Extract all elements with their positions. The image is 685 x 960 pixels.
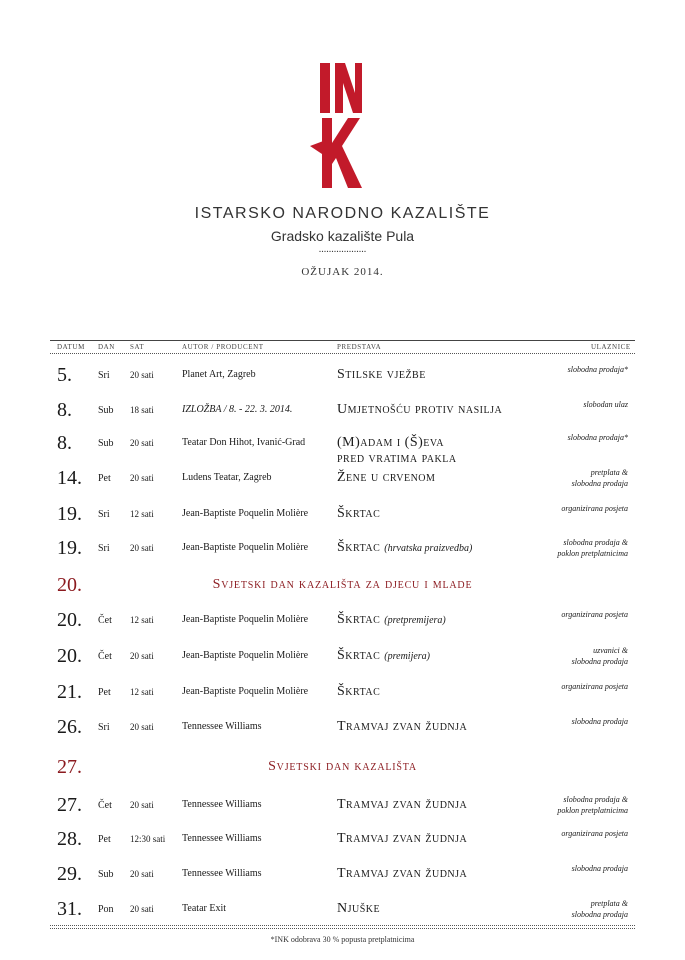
row-tickets-line-1: organizirana posjeta (561, 682, 628, 691)
row-show (337, 402, 502, 418)
row-time: 20 sati (130, 438, 154, 448)
row-show-title: Tramvaj zvan žudnja (337, 719, 468, 734)
row-date: 26. (57, 716, 82, 738)
row-tickets (518, 681, 628, 692)
row-tickets-line-2: poklon pretplatnicima (557, 549, 628, 558)
table-bottom-rule (50, 925, 635, 926)
row-day: Pet (98, 834, 111, 845)
row-tickets (518, 716, 628, 727)
row-author: Jean-Baptiste Poquelin Molière (182, 650, 309, 661)
row-time: 12 sati (130, 687, 154, 697)
row-day: Sub (98, 869, 114, 880)
row-author: Jean-Baptiste Poquelin Molière (182, 508, 309, 519)
row-day: Sub (98, 438, 114, 449)
row-tickets-line-1: slobodna prodaja & (563, 795, 628, 804)
table-row (0, 499, 685, 529)
row-day: Sri (98, 543, 110, 554)
table-row (0, 824, 685, 854)
row-date: 21. (57, 681, 82, 703)
table-header (0, 343, 685, 353)
row-day: Čet (98, 615, 112, 626)
row-author: Tennessee Williams (182, 868, 262, 879)
row-time: 12:30 sati (130, 834, 166, 844)
table-row (0, 790, 685, 820)
row-tickets-line-1: organizirana posjeta (561, 829, 628, 838)
table-row (0, 894, 685, 924)
row-author: IZLOŽBA / 8. - 22. 3. 2014. (182, 404, 293, 415)
row-date: 19. (57, 537, 82, 559)
row-time: 12 sati (130, 509, 154, 519)
month-title: OŽUJAK 2014. (301, 266, 384, 278)
row-date: 31. (57, 898, 82, 920)
row-tickets-line-2: slobodna prodaja (571, 910, 628, 919)
row-date: 27. (57, 794, 82, 816)
row-show (337, 540, 472, 557)
row-show-title: Žene u crvenom (337, 470, 436, 485)
row-author: Jean-Baptiste Poquelin Molière (182, 542, 309, 553)
row-date: 8. (57, 399, 72, 421)
table-row (0, 533, 685, 563)
row-tickets-line-1: slobodna prodaja* (567, 433, 628, 442)
theatre-name: ISTARSKO NARODNO KAZALIŠTE (194, 205, 491, 222)
row-show (337, 367, 426, 383)
row-author: Tennessee Williams (182, 833, 262, 844)
row-date: 20. (57, 645, 82, 667)
row-tickets (518, 503, 628, 514)
row-show-note: (hrvatska praizvedba) (384, 543, 473, 554)
row-tickets-line-2: poklon pretplatnicima (557, 806, 628, 815)
row-show (337, 797, 467, 813)
row-show-title: Tramvaj zvan žudnja (337, 797, 468, 812)
row-show-note: (pretpremijera) (384, 615, 446, 626)
table-top-rule (50, 340, 635, 341)
row-tickets-line-1: slobodna prodaja & (563, 538, 628, 547)
row-tickets (518, 863, 628, 874)
col-day: DAN (98, 343, 115, 351)
row-tickets-line-1: uzvanici & (593, 646, 628, 655)
row-author: Tennessee Williams (182, 721, 262, 732)
row-tickets (518, 399, 628, 410)
row-tickets (518, 364, 628, 375)
col-author: AUTOR / PRODUCENT (182, 343, 264, 351)
row-show-title: Škrtac (337, 648, 381, 663)
footnote: *INK odobrava 30 % popusta pretplatnicima (270, 935, 415, 944)
theatre-subtitle: Gradsko kazalište Pula (270, 228, 415, 244)
row-tickets (518, 609, 628, 620)
row-show (337, 719, 467, 735)
row-time: 18 sati (130, 405, 154, 415)
row-tickets-line-1: pretplata & (590, 468, 628, 477)
row-tickets (518, 467, 628, 489)
row-time: 20 sati (130, 800, 154, 810)
row-time: 12 sati (130, 615, 154, 625)
row-show-title: (M)adam i (Š)eva (337, 435, 445, 450)
row-time: 20 sati (130, 722, 154, 732)
row-tickets-line-1: pretplata & (590, 899, 628, 908)
row-author: Ludens Teatar, Zagreb (182, 472, 272, 483)
row-show (337, 831, 467, 847)
row-show (337, 470, 435, 486)
row-day: Pon (98, 904, 114, 915)
row-show-title: Škrtac (337, 506, 381, 521)
row-day: Sub (98, 405, 114, 416)
dotted-divider: ................... (318, 244, 367, 255)
table-row (0, 859, 685, 889)
col-tickets: ULAZNICE (591, 343, 631, 351)
row-author: Jean-Baptiste Poquelin Molière (182, 686, 309, 697)
col-date: DATUM (57, 343, 85, 351)
row-tickets (518, 432, 628, 443)
ink-logo (300, 58, 380, 193)
row-day: Sri (98, 509, 110, 520)
row-show-title: Škrtac (337, 612, 381, 627)
row-date: 19. (57, 503, 82, 525)
row-time: 20 sati (130, 651, 154, 661)
row-tickets (518, 794, 628, 816)
row-day: Čet (98, 800, 112, 811)
col-time: SAT (130, 343, 145, 351)
row-show (337, 866, 467, 882)
row-tickets (518, 537, 628, 559)
row-date: 29. (57, 863, 82, 885)
row-author: Planet Art, Zagreb (182, 369, 256, 380)
row-show-title: Tramvaj zvan žudnja (337, 866, 468, 881)
row-time: 20 sati (130, 904, 154, 914)
special-date: 27. (57, 756, 82, 778)
row-time: 20 sati (130, 543, 154, 553)
table-row (0, 395, 685, 425)
row-tickets-line-1: slobodna prodaja (571, 717, 628, 726)
row-day: Sri (98, 722, 110, 733)
row-time: 20 sati (130, 869, 154, 879)
special-title: Svjetski dan kazališta (268, 759, 417, 774)
row-tickets (518, 898, 628, 920)
row-author: Teatar Exit (182, 903, 226, 914)
row-author: Jean-Baptiste Poquelin Molière (182, 614, 309, 625)
row-day: Čet (98, 651, 112, 662)
row-show-title: Stilske vježbe (337, 367, 426, 382)
row-show-title: Škrtac (337, 540, 381, 555)
row-show-title: Škrtac (337, 684, 381, 699)
table-row (0, 712, 685, 742)
row-tickets-line-2: slobodna prodaja (571, 657, 628, 666)
row-date: 8. (57, 432, 72, 454)
table-row (0, 605, 685, 635)
row-show-note: (premijera) (384, 651, 431, 662)
table-header-rule (50, 353, 635, 354)
col-show: PREDSTAVA (337, 343, 382, 351)
row-show (337, 612, 446, 629)
row-tickets-line-2: slobodna prodaja (571, 479, 628, 488)
row-time: 20 sati (130, 473, 154, 483)
row-time: 20 sati (130, 370, 154, 380)
table-row (0, 677, 685, 707)
row-tickets (518, 645, 628, 667)
row-day: Sri (98, 370, 110, 381)
table-row (0, 463, 685, 493)
row-day: Pet (98, 473, 111, 484)
table-row (0, 360, 685, 390)
row-date: 5. (57, 364, 72, 386)
row-tickets-line-1: organizirana posjeta (561, 504, 628, 513)
special-date: 20. (57, 574, 82, 596)
row-day: Pet (98, 687, 111, 698)
row-date: 20. (57, 609, 82, 631)
row-tickets-line-1: slobodan ulaz (583, 400, 628, 409)
row-date: 28. (57, 828, 82, 850)
row-show-title: Tramvaj zvan žudnja (337, 831, 468, 846)
table-row (0, 428, 685, 466)
row-date: 14. (57, 467, 82, 489)
row-tickets (518, 828, 628, 839)
table-row (0, 641, 685, 671)
row-author: Teatar Don Hihot, Ivanić-Grad (182, 437, 306, 448)
row-show-title-2: pred vratima pakla (337, 451, 457, 466)
row-show (337, 506, 380, 522)
row-show (337, 901, 380, 917)
row-tickets-line-1: slobodna prodaja* (567, 365, 628, 374)
row-show-title: Njuške (337, 901, 381, 916)
row-tickets-line-1: slobodna prodaja (571, 864, 628, 873)
row-tickets-line-1: organizirana posjeta (561, 610, 628, 619)
special-day-row (0, 570, 685, 600)
row-author: Tennessee Williams (182, 799, 262, 810)
table-bottom-rule-2 (50, 928, 635, 929)
special-title: Svjetski dan kazališta za djecu i mlade (212, 577, 473, 592)
row-show (337, 684, 380, 700)
row-show-title: Umjetnošću protiv nasilja (337, 402, 503, 417)
special-day-row (0, 752, 685, 782)
row-show (337, 648, 430, 665)
